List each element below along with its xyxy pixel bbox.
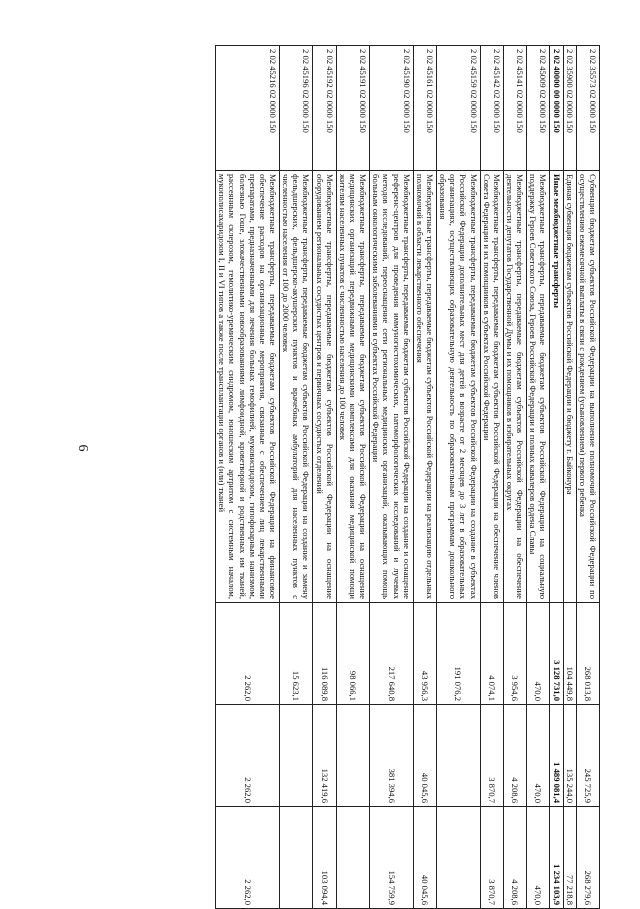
row-value-3: 77 218,8 (563, 807, 576, 909)
row-name: Межбюджетные трансферты, передаваемые бюджетам субъектов Российской Федерации на обеспечение деятельности депутатов Государственной Думы и их помощников в избирательных округах (503, 171, 526, 603)
budget-table (215, 45, 600, 909)
budget-table-body (216, 46, 600, 909)
row-value-2: 381 394,6 (370, 705, 414, 807)
row-value-1: 2 262,0 (216, 603, 280, 705)
row-value-3: 470,0 (527, 807, 550, 909)
row-value-3: 268 279,6 (576, 807, 599, 909)
row-value-1: 470,0 (527, 603, 550, 705)
budget-table-container (40, 45, 600, 905)
row-code: 2 02 45190 02 0000 150 (370, 46, 414, 171)
row-value-2: 2 262,0 (216, 705, 280, 807)
table-row (413, 46, 436, 909)
row-value-2: 3 870,7 (480, 705, 503, 807)
row-code: 2 02 40000 00 0000 150 (550, 46, 563, 171)
row-code: 2 02 45192 02 0000 150 (313, 46, 336, 171)
row-value-3: 103 094,4 (313, 807, 336, 909)
row-value-1: 98 066,1 (336, 603, 369, 705)
row-code: 2 02 45009 02 0000 150 (527, 46, 550, 171)
row-code: 2 02 45159 02 0000 150 (437, 46, 481, 171)
row-value-3: 4 208,6 (503, 807, 526, 909)
row-name: Межбюджетные трансферты, передаваемые бюджетам субъектов Российской Федерации на создание в субъектах Российской Федерации дополнительных мест для детей в возрасте от 2 месяцев до 3 лет в образовательных организациях, осуществляющих образовательную деятельность по образовательным программам дошкольного образования (437, 171, 481, 603)
row-value-3: 1 234 103,9 (550, 807, 563, 909)
table-row (550, 46, 563, 909)
row-value-1: 191 076,2 (437, 603, 481, 705)
row-name: Единая субвенция бюджетам субъектов Российской Федерации и бюджету г. Байконура (563, 171, 576, 603)
table-row (280, 46, 313, 909)
table-row (503, 46, 526, 909)
row-name: Межбюджетные трансферты, передаваемые бюджетам субъектов Российской Федерации на финансовое обеспечение расходов на организационные мероприятия, связанные с обеспечением лиц лекарственными препаратами, предназначенными для лечения больных гемофилией, муковисцидозом, гипофизарным нанизмом, болезнью Гоше, злокачественными новообразованиями лимфоидной, кроветворной и родственных им тканей, рассеянным склерозом, гемолитико-уремическим синдромом, юношеским артритом с системным началом, мукополисахаридозом I, II и VI типов а также после трансплантации органов и (или) тканей (216, 171, 280, 603)
row-value-1: 3 128 731,0 (550, 603, 563, 705)
row-code: 2 02 35573 02 0000 150 (576, 46, 599, 171)
table-row (576, 46, 599, 909)
row-code: 2 02 45161 02 0000 150 (413, 46, 436, 171)
row-value-3 (336, 807, 369, 909)
row-name: Межбюджетные трансферты, передаваемые бюджетам субъектов Российской Федерации на оснащение оборудованием региональных сосудистых центров и первичных сосудистых отделений (313, 171, 336, 603)
row-value-1: 15 623,1 (280, 603, 313, 705)
row-code: 2 02 45216 02 0000 150 (216, 46, 280, 171)
row-name: Межбюджетные трансферты, передаваемые бюджетам субъектов Российской Федерации на реализацию отдельных полномочий в области лекарственного обеспечения (413, 171, 436, 603)
row-value-2: 4 208,6 (503, 705, 526, 807)
row-value-1: 116 089,8 (313, 603, 336, 705)
row-value-1: 217 640,8 (370, 603, 414, 705)
table-row (527, 46, 550, 909)
row-value-1: 104 449,8 (563, 603, 576, 705)
row-value-3: 154 759,9 (370, 807, 414, 909)
row-code: 2 02 45196 02 0000 150 (280, 46, 313, 171)
row-value-2: 470,0 (527, 705, 550, 807)
table-row (216, 46, 280, 909)
table-row (480, 46, 503, 909)
row-name: Межбюджетные трансферты, передаваемые бюджетам субъектов Российской Федерации на оснащение медицинских организаций передвижными медицинскими комплексами для оказания медицинской помощи жителям населенных пунктов с численностью населения до 100 человек (336, 171, 369, 603)
row-name: Субвенции бюджетам субъектов Российской Федерации на выполнение полномочий Российской Федерации по осуществлению ежемесячной выплаты в связи с рождением (усыновлением) первого ребенка (576, 171, 599, 603)
row-name: Межбюджетные трансферты, передаваемые бюджетам субъектов Российской Федерации на социальную поддержку Героев Советского Союза, Героев Российской Федерации и полных кавалеров ордена Славы (527, 171, 550, 603)
row-value-2: 135 244,0 (563, 705, 576, 807)
row-value-2: 1 489 081,4 (550, 705, 563, 807)
row-value-1: 268 013,8 (576, 603, 599, 705)
table-row (437, 46, 481, 909)
row-code: 2 02 35900 02 0000 150 (563, 46, 576, 171)
row-name: Иные межбюджетные трансферты (550, 171, 563, 603)
table-row (563, 46, 576, 909)
table-row (370, 46, 414, 909)
row-value-3 (280, 807, 313, 909)
row-name: Межбюджетные трансферты, передаваемые бюджетам субъектов Российской Федерации на обеспечение членов Совета Федерации и их помощников в субъектах Российской Федерации (480, 171, 503, 603)
row-value-2: 40 045,6 (413, 705, 436, 807)
row-value-1: 4 074,1 (480, 603, 503, 705)
row-value-3 (437, 807, 481, 909)
row-value-2 (437, 705, 481, 807)
table-row (313, 46, 336, 909)
row-name: Межбюджетные трансферты, передаваемые бюджетам субъектов Российской Федерации на создание и оснащение референс-центров для проведения иммуногистохимических, патоморфологических исследований и лучевых методов исследований, переоснащение сети региональных медицинских организаций, оказывающих помощь больным онкологическими заболеваниями в субъектах Российской Федерации (370, 171, 414, 603)
row-value-1: 43 956,3 (413, 603, 436, 705)
page-number: 6 (75, 444, 90, 452)
row-value-2 (280, 705, 313, 807)
table-row (336, 46, 369, 909)
row-code: 2 02 45142 02 0000 150 (480, 46, 503, 171)
row-value-2: 245 725,9 (576, 705, 599, 807)
row-name: Межбюджетные трансферты, передаваемые бюджетам субъектов Российской Федерации на создание и замену фельдшерских, фельдшерско-акушерских пунктов и врачебных амбулаторий для населенных пунктов с численностью населения от 100 до 2000 человек (280, 171, 313, 603)
row-value-3: 3 870,7 (480, 807, 503, 909)
row-value-3: 2 262,0 (216, 807, 280, 909)
row-value-2 (336, 705, 369, 807)
row-value-3: 40 045,6 (413, 807, 436, 909)
row-code: 2 02 45141 02 0000 150 (503, 46, 526, 171)
row-code: 2 02 45191 02 0000 150 (336, 46, 369, 171)
row-value-1: 3 954,6 (503, 603, 526, 705)
row-value-2: 132 419,6 (313, 705, 336, 807)
